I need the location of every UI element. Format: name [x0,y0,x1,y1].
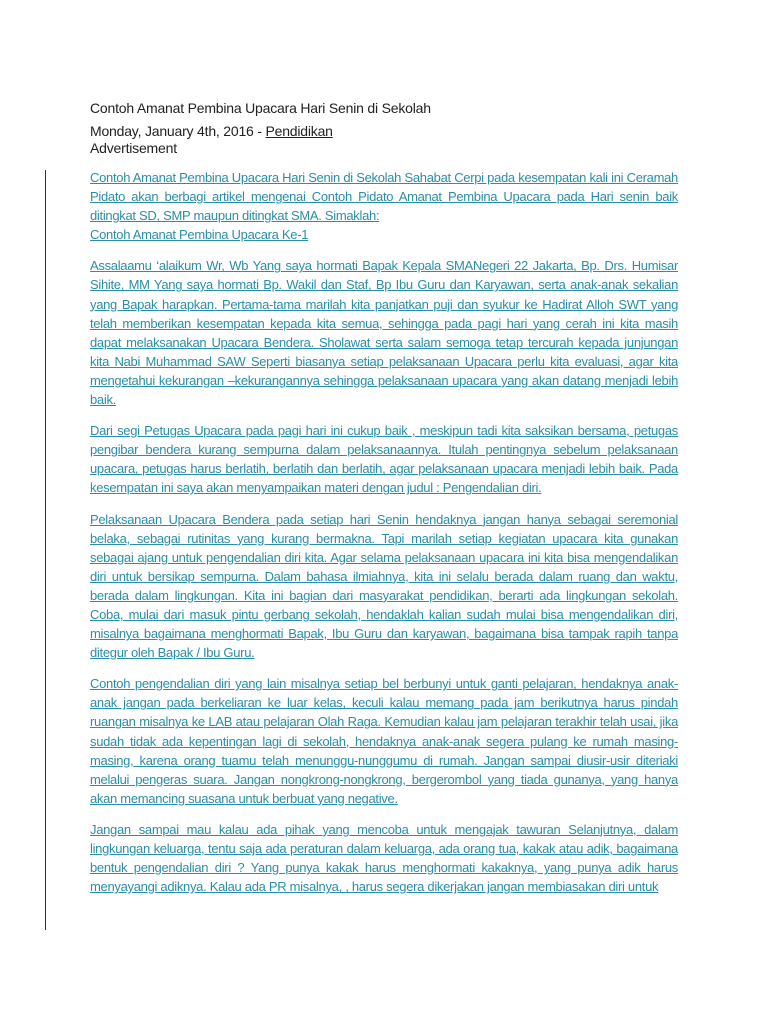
article-date: Monday, January 4th, 2016 - [90,123,266,139]
paragraph[interactable]: Dari segi Petugas Upacara pada pagi hari ini cukup baik , meskipun tadi kita saksikan bersama, petugas pengibar bendera kurang sempurna dalam pelaksanaannya. Itulah pentingnya sebelum pelaksanaan upacara, petugas harus berlatih, berlatih dan berlatih, agar pelaksanaan upacara menjadi lebih baik. Pada kesempatan ini saya akan menyampaikan materi dengan judul : Pengendalian diri. [90,423,678,496]
paragraph[interactable]: Jangan sampai mau kalau ada pihak yang mencoba untuk mengajak tawuran Selanjutnya, dalam lingkungan keluarga, tentu saja ada peraturan dalam keluarga, ada orang tua, kakak atau adik, bagaimana bentuk pengendalian diri ? Yang punya kakak harus menghormati kakaknya, yang punya adik harus menyayangi adiknya. Kalau ada PR misalnya, , harus segera dikerjakan jangan membiasakan diri untuk [90,821,678,895]
paragraph-intro[interactable]: Contoh Amanat Pembina Upacara Hari Senin di Sekolah Sahabat Cerpi pada kesempatan kali ini Ceramah Pidato akan berbagi artikel mengenai Contoh Pidato Amanat Pembina Upacara pada Hari senin baik ditingkat SD, SMP maupun ditingkat SMA. Simaklah: [90,170,678,224]
advertisement-label: Advertisement [90,140,177,156]
category-link[interactable]: Pendidikan [265,123,333,139]
paragraph[interactable]: Contoh pengendalian diri yang lain misalnya setiap bel berbunyi untuk ganti pelajaran, hendaknya anak-anak jangan pada berkeliaran ke luar kelas, keculi kalau memang pada jam berikutnya harus pindah ruangan misalnya ke LAB atau pelajaran Olah Raga. Kemudian kalau jam pelajaran terakhir telah usai, jika sudah tidak ada kepentingan lagi di sekolah, hendaknya anak-anak segera pulang ke rumah masing-masing, karena orang tuamu telah menunggu-nunggumu di rumah. Jangan sampai diusir-usir diteriaki melalui pengeras suara. Jangan nongkrong-nongkrong, bergerombol yang tiada gunanya, yang hanya akan memancing suasana untuk berbuat yang negative. [90,676,678,806]
margin-rule [45,170,46,930]
article-meta [90,123,333,140]
paragraph[interactable]: Pelaksanaan Upacara Bendera pada setiap hari Senin hendaknya jangan hanya sebagai seremonial belaka, sebagai rutinitas yang kurang bermakna. Tapi marilah setiap kegiatan upacara kita gunakan sebagai ajang untuk pengendalian diri kita. Agar selama pelaksanaan upacara ini kita bisa mengendalikan diri untuk bersikap sempurna. Dalam bahasa ilmiahnya, kita ini selalu berada dalam ruang dan waktu, berada dalam lingkungan. Kita ini bagian dari masyarakat pendidikan, berarti ada lingkungan sekolah. Coba, mulai dari masuk pintu gerbang sekolah, hendaklah kalian sudah mulai bisa mengendalikan diri, misalnya bagaimana menghormati Bapak, Ibu Guru dan karyawan, bagaimana bisa tampak rapih tanpa ditegur oleh Bapak / Ibu Guru. [90,511,678,661]
paragraph[interactable]: Assalaamu ‘alaikum Wr, Wb Yang saya hormati Bapak Kepala SMANegeri 22 Jakarta, Bp. Drs. Humisar Sihite, MM Yang saya hormati Bp. Wakil dan Staf, Bp Ibu Guru dan Karyawan, serta anak-anak sekalian yang Bapak harapkan. Pertama-tama marilah kita panjatkan puji dan syukur ke Hadirat Alloh SWT yang telah memberikan kesempatan kepada kita semua, sehingga pada pagi hari yang cerah ini kita masih dapat melaksanakan Upacara Bendera. Sholawat serta salam semoga tetap tercurah kepada junjungan kita Nabi Muhammad SAW Seperti biasanya setiap pelaksanaan Upacara perlu kita evaluasi, agar kita mengetahui kekurangan –kekurangannya sehingga pelaksanaan upacara yang akan datang menjadi lebih baik. [90,258,678,408]
article-title: Contoh Amanat Pembina Upacara Hari Senin di Sekolah [90,100,431,116]
article-body [90,168,678,908]
paragraph-heading[interactable]: Contoh Amanat Pembina Upacara Ke-1 [90,227,309,243]
